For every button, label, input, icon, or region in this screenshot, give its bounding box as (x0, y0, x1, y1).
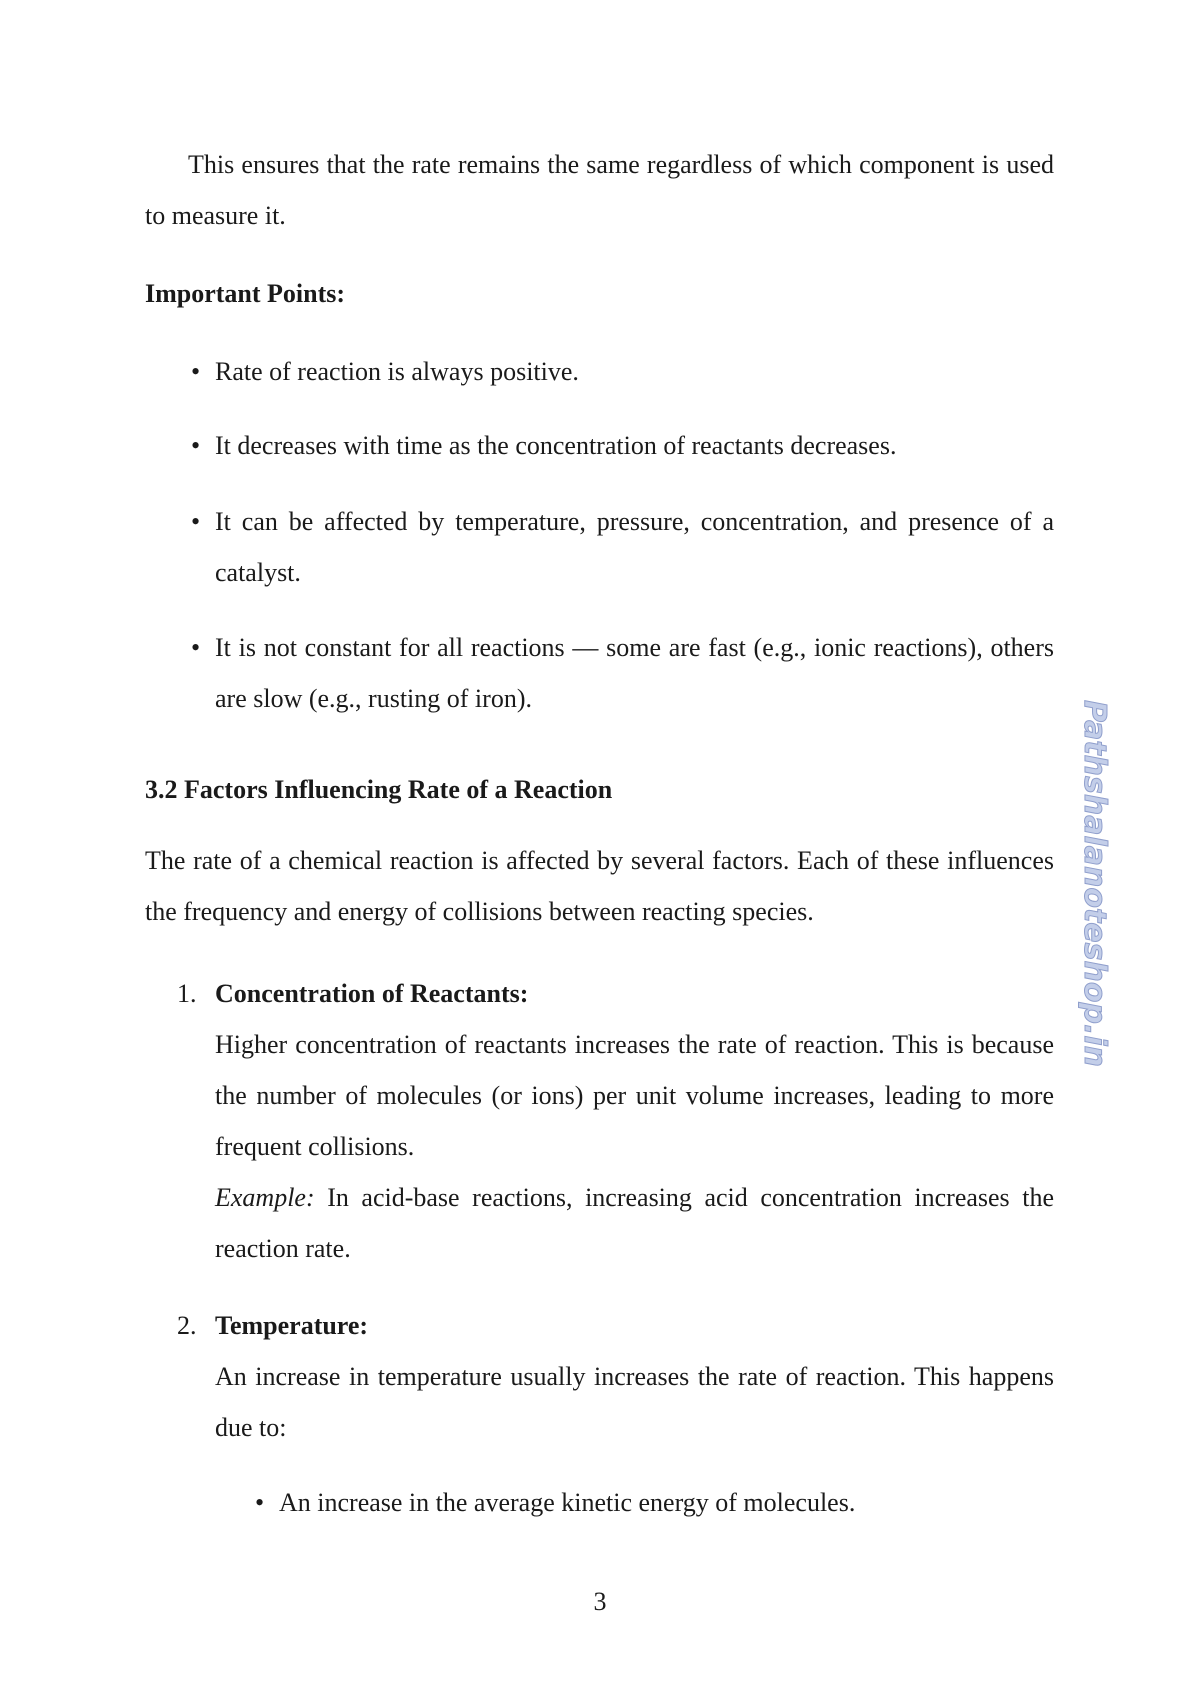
section-heading: 3.2 Factors Influencing Rate of a Reaction (145, 775, 613, 804)
list-item (191, 622, 1054, 724)
intro-paragraph: This ensures that the rate remains the same regardless of which component is used to measure it. (145, 150, 1054, 230)
page-number: 3 (593, 1587, 607, 1616)
factor-example (215, 1172, 1054, 1274)
factor-item (177, 968, 1055, 1274)
list-item-text: It can be affected by temperature, pressure, concentration, and presence of a catalyst. (215, 507, 1054, 587)
list-item-text: It decreases with time as the concentration of reactants decreases. (215, 431, 897, 460)
factor-body: An increase in temperature usually increases the rate of reaction. This happens due to: (215, 1362, 1054, 1442)
factor-title: Temperature: (215, 1311, 369, 1340)
example-label: Example: (215, 1183, 315, 1212)
list-item-text: It is not constant for all reactions — some are fast (e.g., ionic reactions), others are slow (e.g., rusting of iron). (215, 633, 1054, 713)
bullet-icon: • (191, 357, 201, 386)
factor-title: Concentration of Reactants: (215, 979, 529, 1008)
bullet-icon: • (255, 1488, 265, 1517)
important-points-heading: Important Points: (145, 279, 346, 308)
list-item (191, 496, 1054, 598)
list-item (191, 346, 1054, 397)
watermark: Pathshalanoteshop.in (1077, 700, 1112, 1067)
bullet-icon: • (191, 431, 201, 460)
section-intro: The rate of a chemical reaction is affected by several factors. Each of these influences the frequency and energy of collisions between reacting species. (145, 846, 1054, 926)
factor-body: Higher concentration of reactants increases the rate of reaction. This is because the number of molecules (or ions) per unit volume increases, leading to more frequent collisions. (215, 1030, 1054, 1161)
factor-number: 1. (177, 979, 197, 1008)
sub-list-item-text: An increase in the average kinetic energy of molecules. (279, 1488, 856, 1517)
bullet-icon: • (191, 633, 201, 662)
example-text: In acid-base reactions, increasing acid concentration increases the reaction rate. (215, 1183, 1055, 1263)
factor-item (177, 1300, 1054, 1453)
list-item-text: Rate of reaction is always positive. (215, 357, 579, 386)
factor-number: 2. (177, 1311, 197, 1340)
bullet-icon: • (191, 507, 201, 536)
list-item (191, 420, 1054, 471)
sub-list-item (255, 1477, 1054, 1528)
